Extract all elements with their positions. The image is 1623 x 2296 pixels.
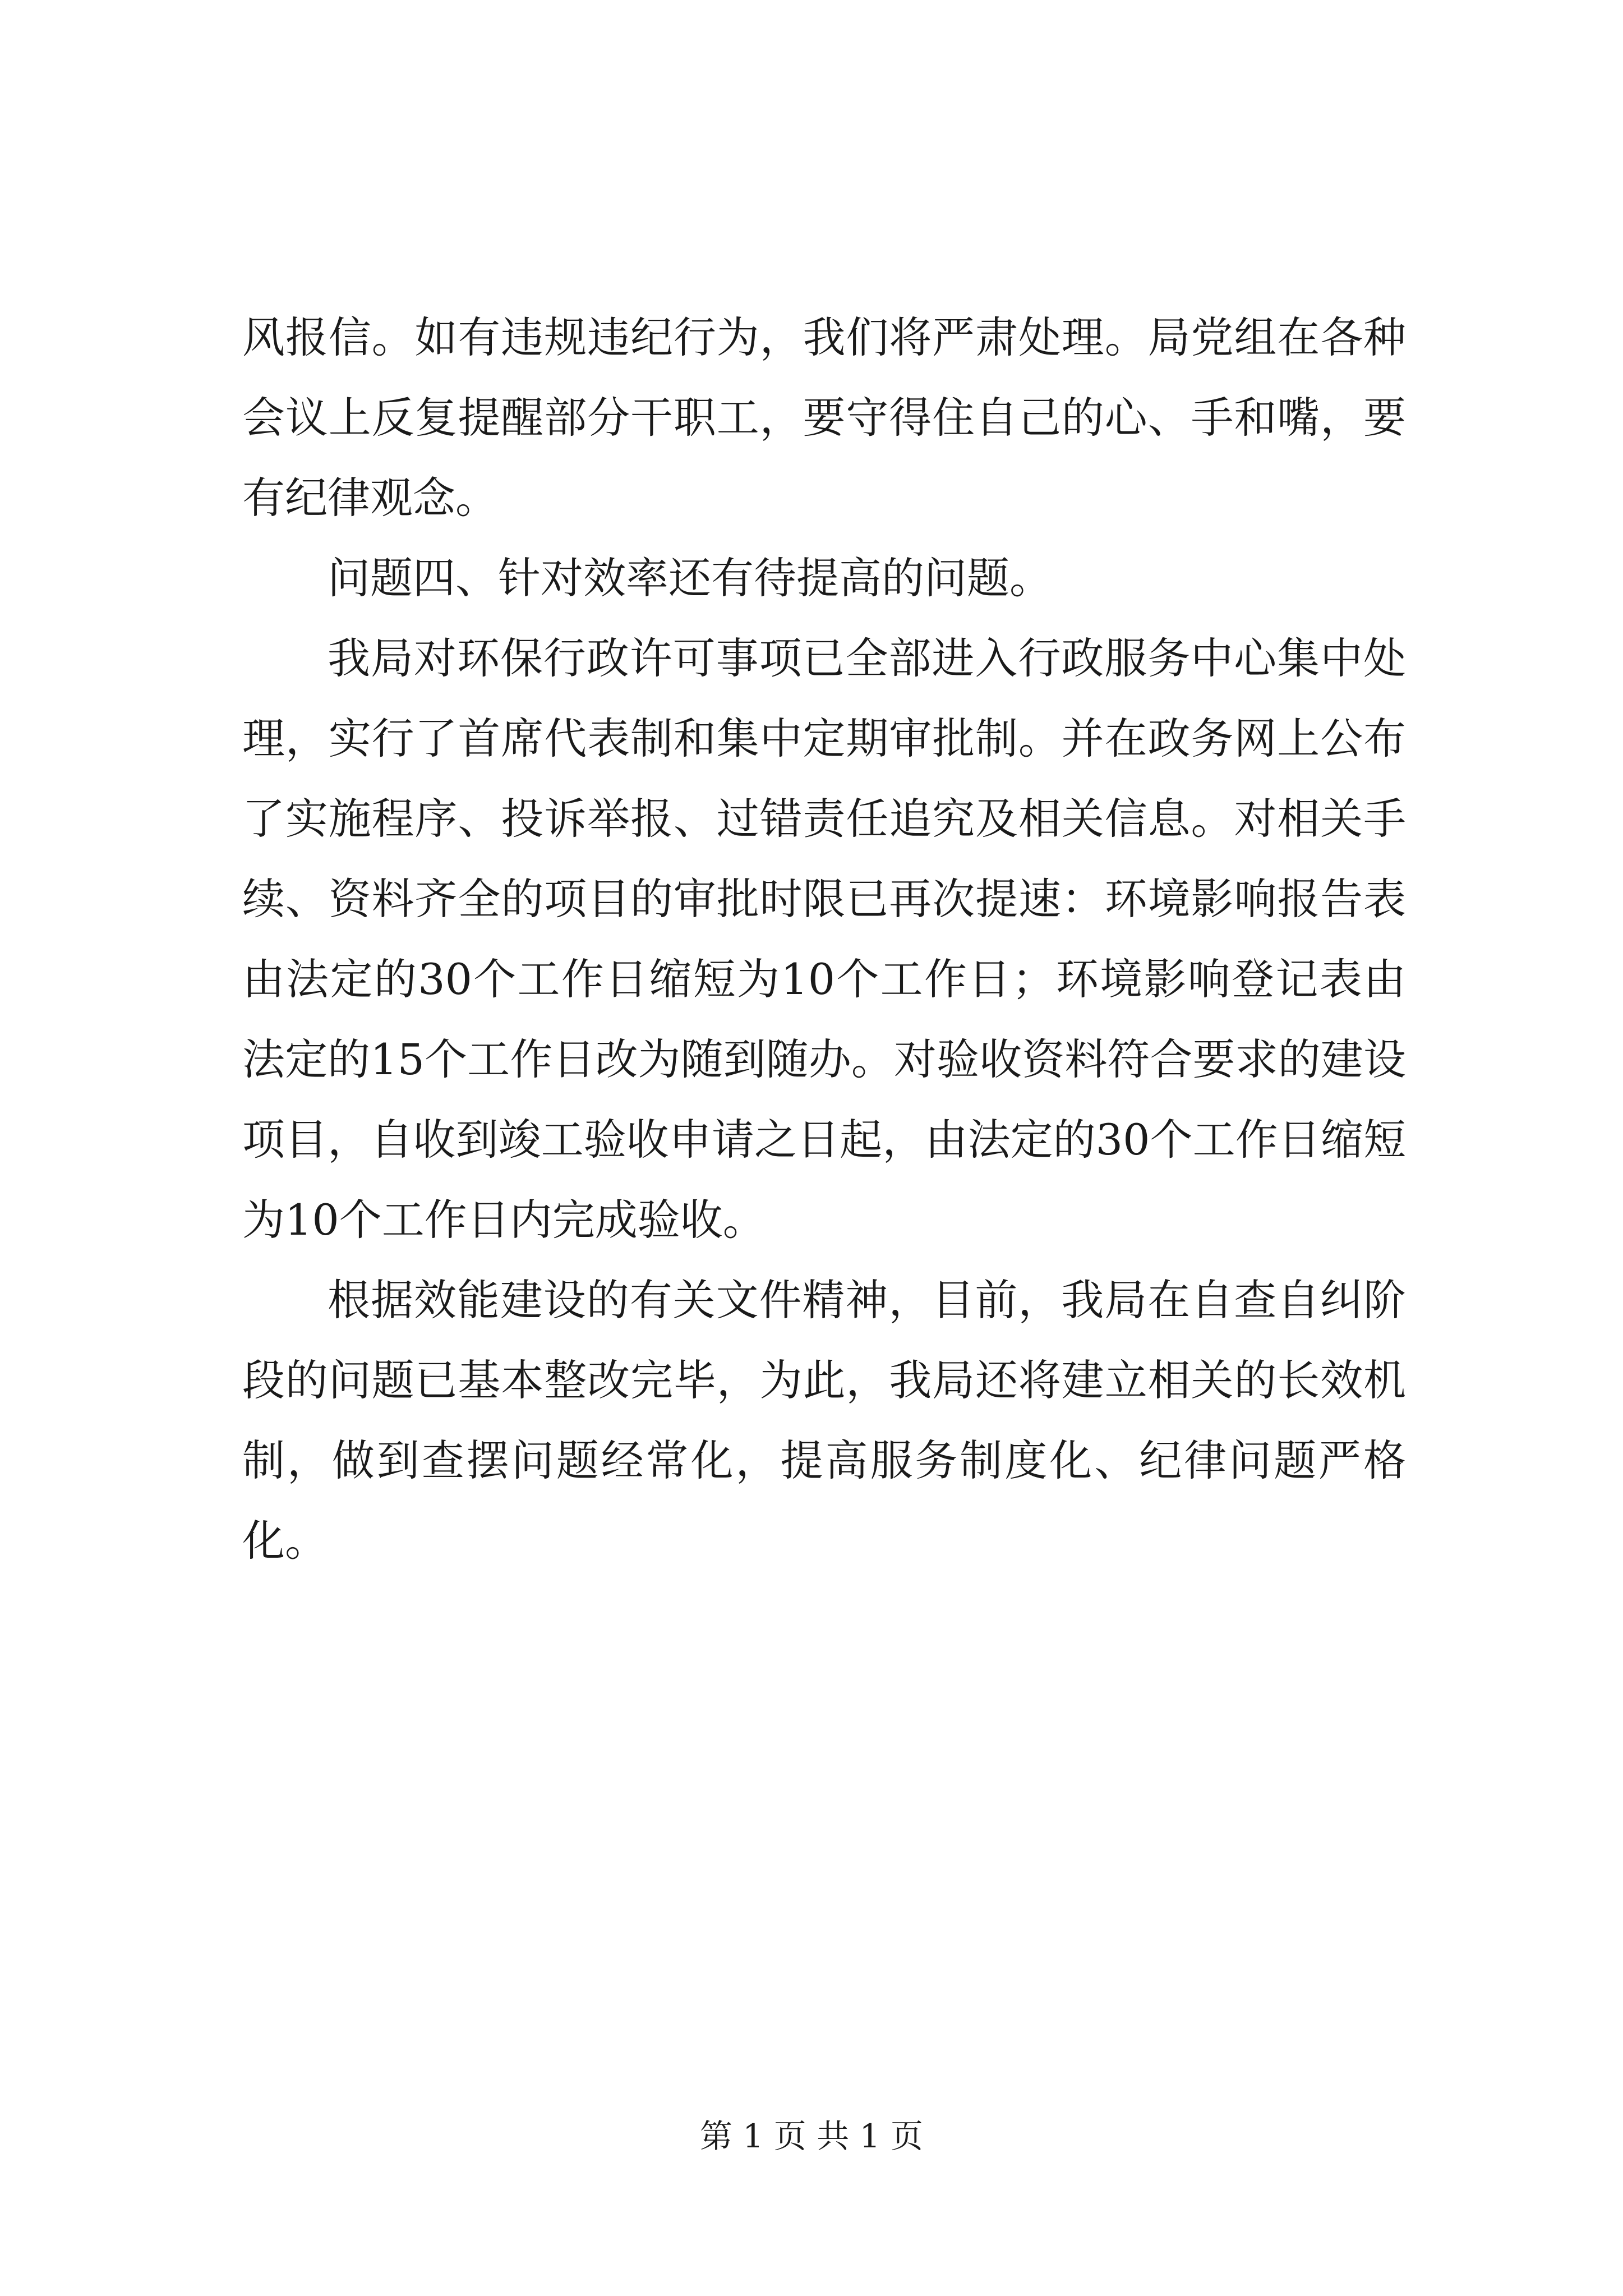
page-footer: 第 1 页 共 1 页 — [700, 2117, 923, 2155]
document-body — [242, 297, 1406, 1581]
paragraph-conclusion: 根据效能建设的有关文件精神，目前，我局在自查自纠阶段的问题已基本整改完毕，为此，我局还将建立相关的长效机制，做到查摆问题经常化，提高服务制度化、纪律问题严格化。 — [242, 1275, 1406, 1566]
paragraph-continuation: 风报信。如有违规违纪行为，我们将严肃处理。局党组在各种会议上反复提醒部分干职工，要守得住自己的心、手和嘴，要有纪律观念。 — [242, 312, 1406, 523]
paragraph-efficiency-measures: 我局对环保行政许可事项已全部进入行政服务中心集中处理，实行了首席代表制和集中定期审批制。并在政务网上公布了实施程序、投诉举报、过错责任追究及相关信息。对相关手续、资料齐全的项目的审批时限已再次提速：环境影响报告表由法定的30个工作日缩短为10个工作日；环境影响登记表由法定的15个工作日改为随到随办。对验收资料符合要求的建设项目，自收到竣工验收申请之日起，由法定的30个工作日缩短为10个工作日内完成验收。 — [242, 633, 1406, 1245]
paragraph-heading-issue-four: 问题四、针对效率还有待提高的问题。 — [328, 553, 1052, 603]
